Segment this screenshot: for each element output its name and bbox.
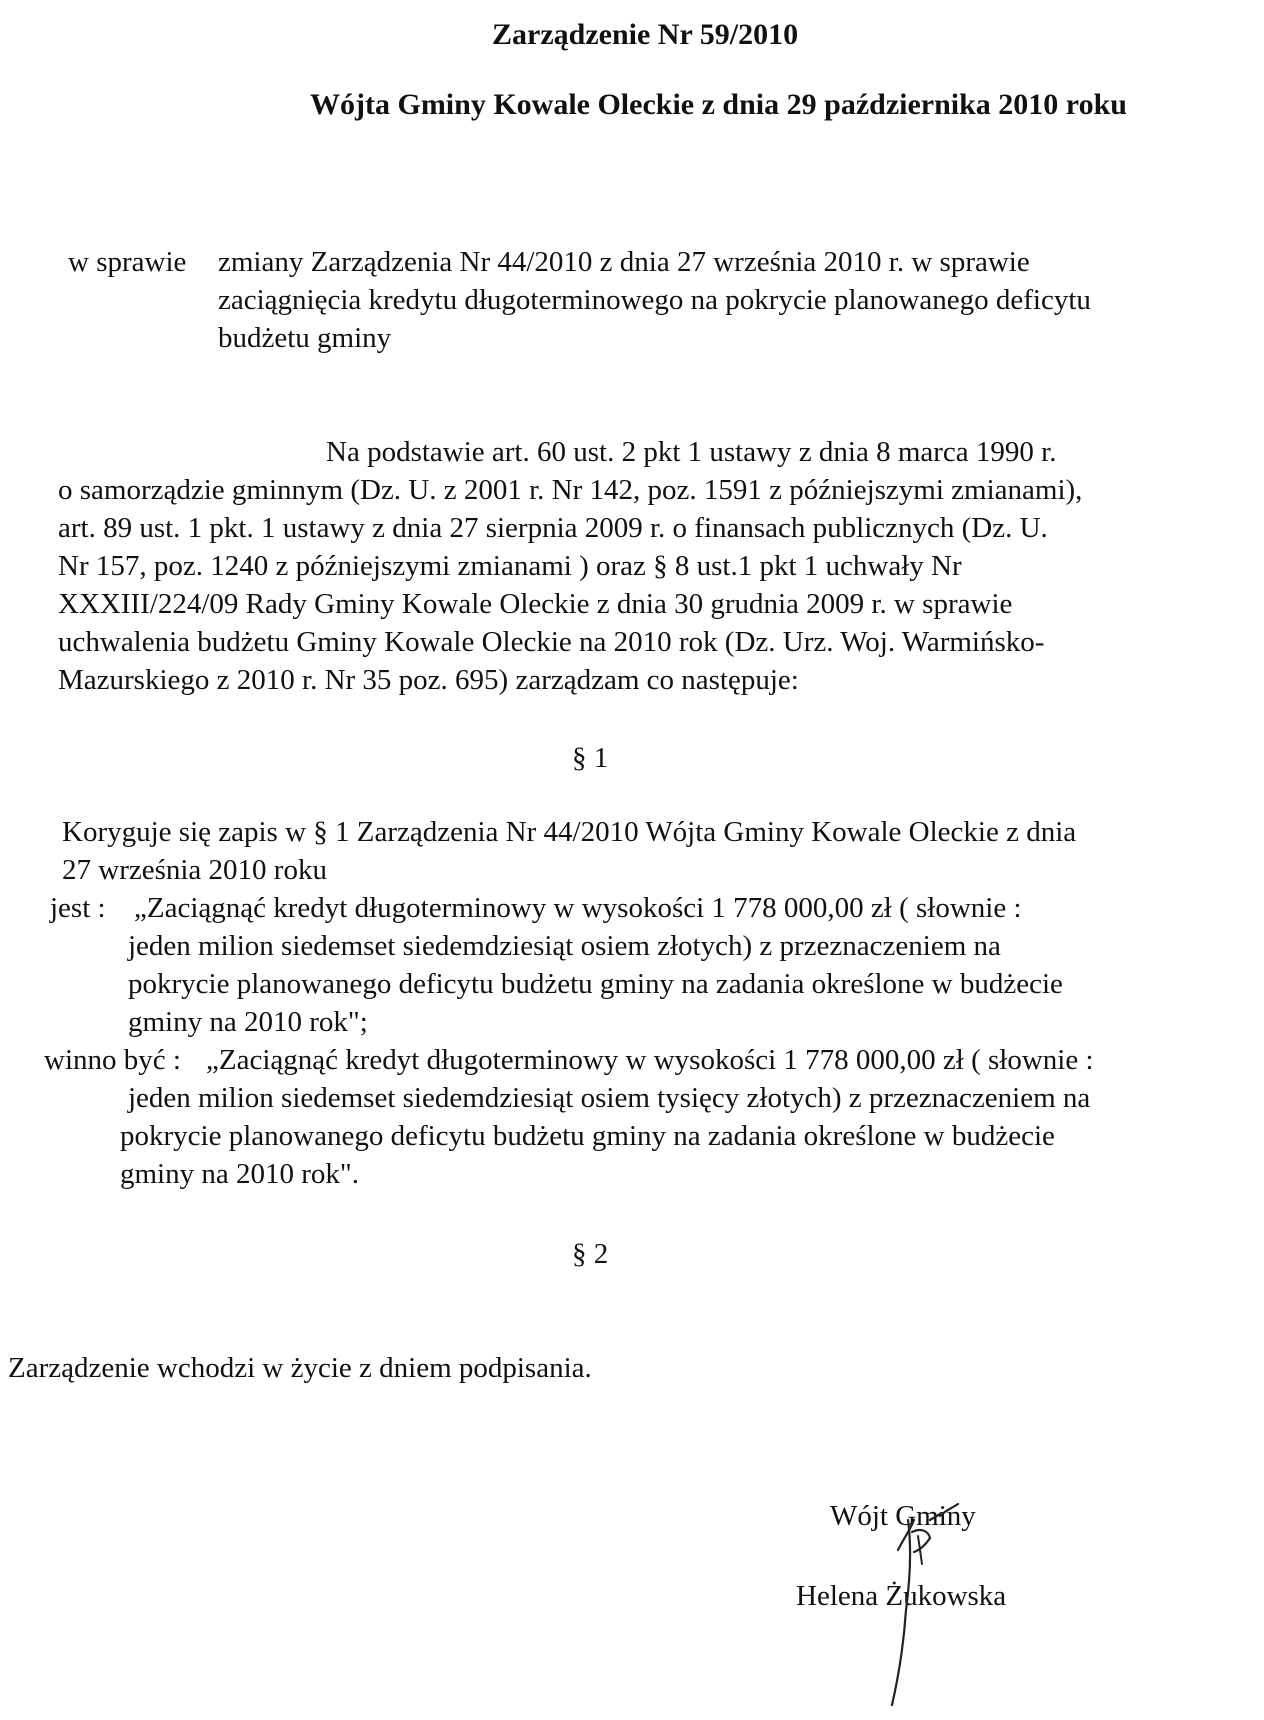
preamble-line: Mazurskiego z 2010 r. Nr 35 poz. 695) zarządzam co następuje:: [58, 664, 799, 696]
preamble-line: Na podstawie art. 60 ust. 2 pkt 1 ustawy z dnia 8 marca 1990 r.: [326, 436, 1057, 468]
preamble-line: art. 89 ust. 1 pkt. 1 ustawy z dnia 27 sierpnia 2009 r. o finansach publicznych (Dz. U.: [58, 512, 1048, 544]
winno-line: „Zaciągnąć kredyt długoterminowy w wysokości 1 778 000,00 zł ( słownie :: [206, 1044, 1094, 1076]
winno-line: pokrycie planowanego deficytu budżetu gminy na zadania określone w budżecie: [120, 1120, 1055, 1152]
document-title: Zarządzenie Nr 59/2010: [492, 18, 799, 51]
subject-label: w sprawie: [68, 246, 187, 278]
section-1-heading: § 1: [572, 742, 609, 774]
section-1-intro-line: 27 września 2010 roku: [62, 854, 327, 886]
preamble-line: o samorządzie gminnym (Dz. U. z 2001 r. Nr 142, poz. 1591 z późniejszymi zmianami),: [58, 474, 1083, 506]
handwritten-signature: [870, 1480, 1010, 1720]
document-subtitle: Wójta Gminy Kowale Oleckie z dnia 29 października 2010 roku: [310, 88, 1127, 121]
subject-line: zaciągnięcia kredytu długoterminowego na pokrycie planowanego deficytu: [218, 284, 1091, 316]
jest-label: jest :: [50, 892, 106, 924]
preamble-line: uchwalenia budżetu Gminy Kowale Oleckie na 2010 rok (Dz. Urz. Woj. Warmińsko-: [58, 626, 1045, 658]
jest-line: gminy na 2010 rok";: [128, 1006, 368, 1038]
jest-line: jeden milion siedemset siedemdziesiąt osiem złotych) z przeznaczeniem na: [128, 930, 1001, 962]
jest-line: „Zaciągnąć kredyt długoterminowy w wysokości 1 778 000,00 zł ( słownie :: [134, 892, 1022, 924]
section-2-text: Zarządzenie wchodzi w życie z dniem podpisania.: [8, 1352, 592, 1384]
preamble-line: XXXIII/224/09 Rady Gminy Kowale Oleckie z dnia 30 grudnia 2009 r. w sprawie: [58, 588, 1013, 620]
section-1-intro-line: Koryguje się zapis w § 1 Zarządzenia Nr 44/2010 Wójta Gminy Kowale Oleckie z dnia: [62, 816, 1077, 848]
jest-line: pokrycie planowanego deficytu budżetu gminy na zadania określone w budżecie: [128, 968, 1063, 1000]
section-2-heading: § 2: [572, 1238, 609, 1270]
winno-line: jeden milion siedemset siedemdziesiąt osiem tysięcy złotych) z przeznaczeniem na: [128, 1082, 1091, 1114]
preamble-line: Nr 157, poz. 1240 z późniejszymi zmianami ) oraz § 8 ust.1 pkt 1 uchwały Nr: [58, 550, 962, 582]
subject-line: zmiany Zarządzenia Nr 44/2010 z dnia 27 września 2010 r. w sprawie: [218, 246, 1030, 278]
signature-name: Helena Żukowska: [796, 1580, 1007, 1612]
signature-role: Wójt Gminy: [830, 1500, 976, 1532]
subject-line: budżetu gminy: [218, 322, 392, 354]
winno-line: gminy na 2010 rok".: [120, 1158, 359, 1190]
winno-label: winno być :: [44, 1044, 181, 1076]
